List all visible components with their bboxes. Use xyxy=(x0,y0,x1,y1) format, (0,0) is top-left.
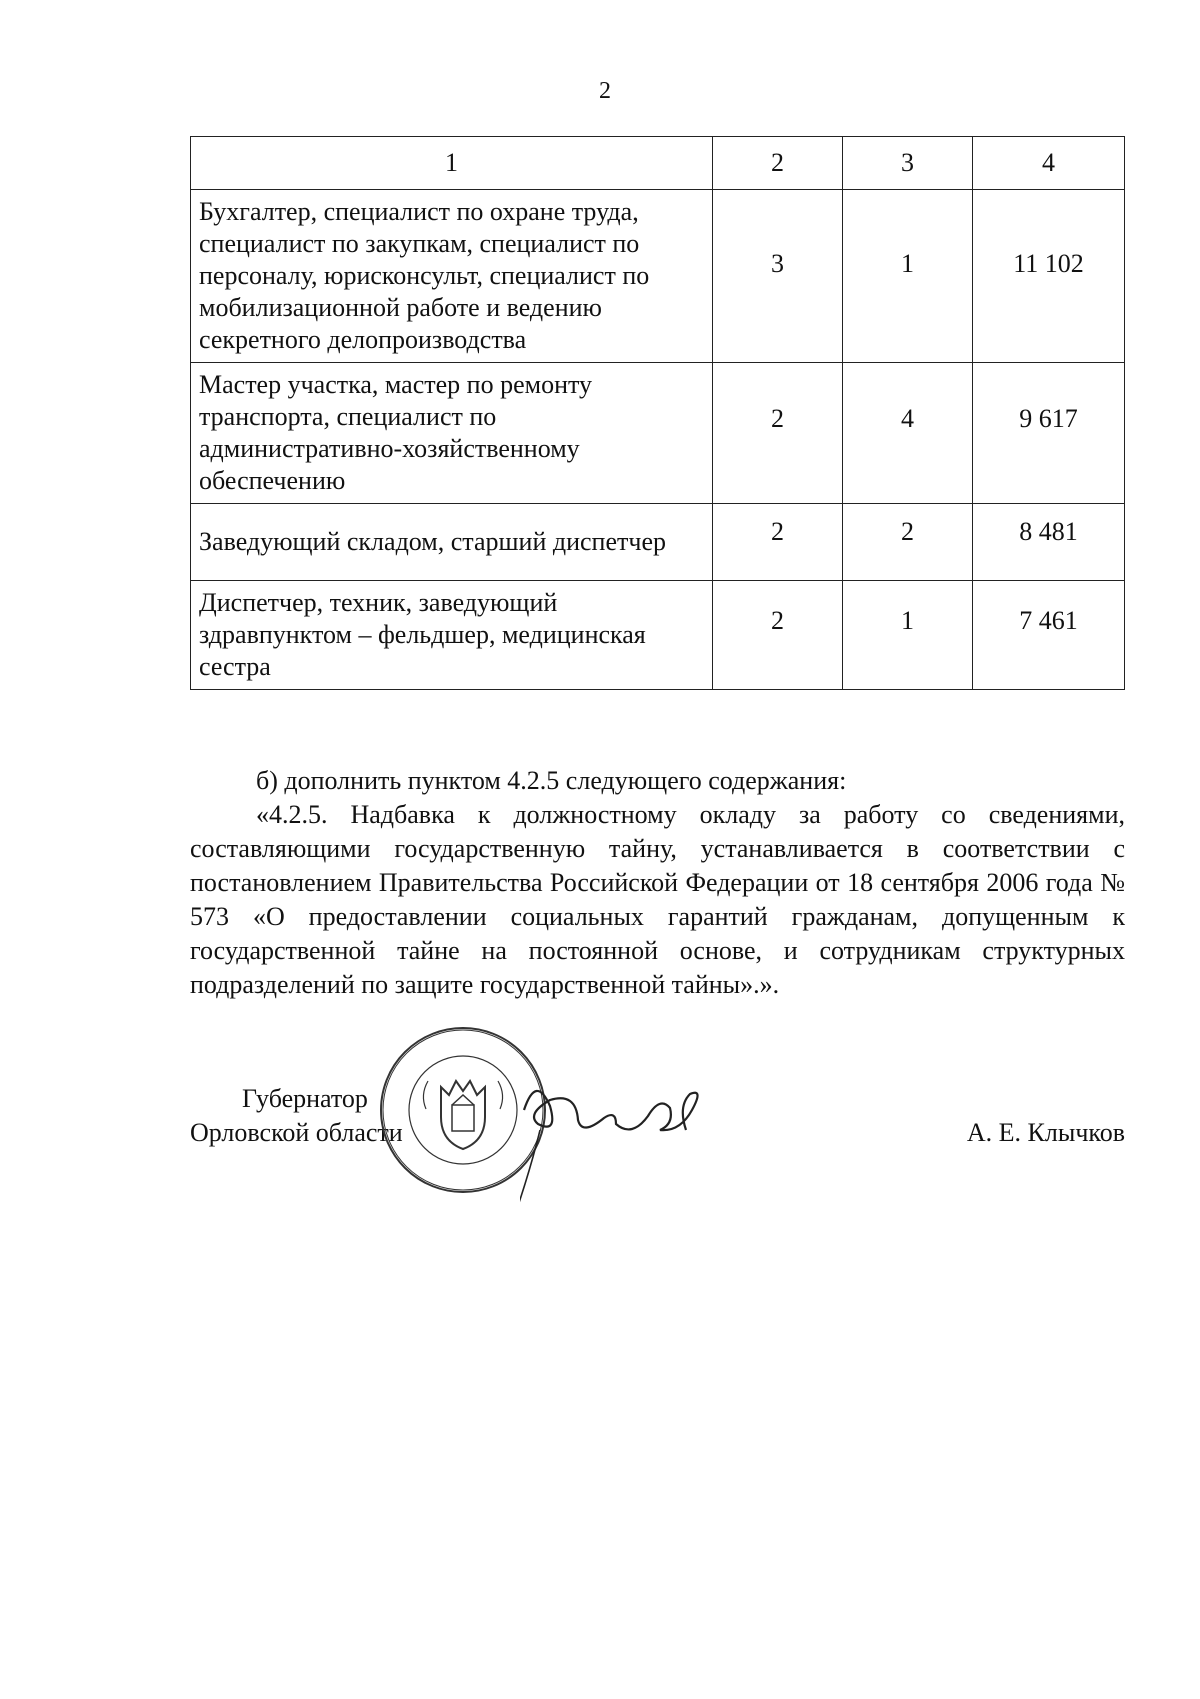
table-header-cell: 3 xyxy=(843,137,973,190)
position-cell: Бухгалтер, специалист по охране труда, специалист по закупкам, специалист по персоналу, юрисконсульт, специалист по мобилизационной работе и ведению секретного делопроизводства xyxy=(191,190,713,363)
table-row xyxy=(191,363,1125,504)
table-row xyxy=(191,190,1125,363)
position-cell: Мастер участка, мастер по ремонту транспорта, специалист по административно-хозяйственному обеспечению xyxy=(191,363,713,504)
value-cell: 2 xyxy=(713,504,843,581)
handwritten-signature xyxy=(520,1070,720,1250)
salary-cell: 9 617 xyxy=(973,363,1125,504)
salary-cell: 11 102 xyxy=(973,190,1125,363)
table-header-row xyxy=(191,137,1125,190)
value-cell: 4 xyxy=(843,363,973,504)
signatory-title: Губернатор xyxy=(242,1084,368,1113)
position-cell: Заведующий складом, старший диспетчер xyxy=(191,504,713,581)
page-number: 2 xyxy=(599,78,611,104)
signatory-region: Орловской области xyxy=(190,1118,403,1147)
value-cell: 2 xyxy=(713,363,843,504)
value-cell: 1 xyxy=(843,190,973,363)
value-cell: 2 xyxy=(713,581,843,690)
table-row xyxy=(191,504,1125,581)
amendment-text: «4.2.5. Надбавка к должностному окладу за работу со сведениями, составляющими государственную тайну, устанавливается в соответствии с постановлением Правительства Российской Федерации от 18 сентября 2006 года № 573 «О предоставлении социальных гарантий гражданам, допущенным к государственной тайне на постоянной основе, и сотрудникам структурных подразделений по защите государственной тайны».». xyxy=(190,800,1125,999)
value-cell: 2 xyxy=(843,504,973,581)
positions-table xyxy=(190,136,1125,690)
salary-cell: 7 461 xyxy=(973,581,1125,690)
table-header-cell: 2 xyxy=(713,137,843,190)
table-row xyxy=(191,581,1125,690)
table-header-cell: 1 xyxy=(191,137,713,190)
position-cell: Диспетчер, техник, заведующий здравпунктом – фельдшер, медицинская сестра xyxy=(191,581,713,690)
salary-cell: 8 481 xyxy=(973,504,1125,581)
amendment-intro: б) дополнить пунктом 4.2.5 следующего содержания: xyxy=(256,766,847,795)
value-cell: 1 xyxy=(843,581,973,690)
value-cell: 3 xyxy=(713,190,843,363)
amendment-block xyxy=(190,764,1125,1002)
signatory-name: А. Е. Клычков xyxy=(966,1118,1125,1147)
table-header-cell: 4 xyxy=(973,137,1125,190)
